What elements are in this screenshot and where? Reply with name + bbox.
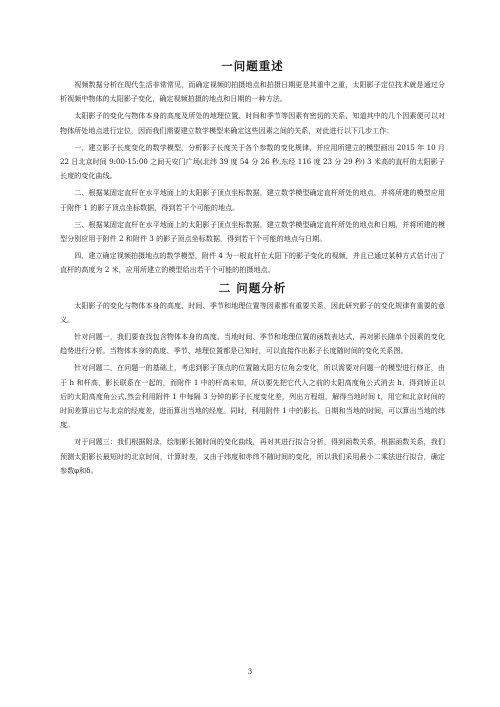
section-title-analysis: 二 问题分析 <box>218 280 287 295</box>
paragraph: 二、根据某固定直杆在水平地面上的太阳影子顶点坐标数据，建立数学模型确定直杆所处的地点，并将所建的模型应用于附件 1 的影子顶点坐标数据，得到若干个可能的地点。 <box>60 188 445 212</box>
paragraph: 三、根据某固定直杆在水平地面上的太阳影子顶点坐标数据，建立数学模型确定直杆所处的地点和日期，并将所建的模型分别应用于附件 2 和附件 3 的影子顶点坐标数据，得到若干个可能的地点与日期。 <box>60 219 445 244</box>
paragraph: 针对问题二，在问题一的基础上，考虑到影子顶点的位置随太阳方位角会变化，所以需要对问题一的模型进行修正，由于 h 和杆高，影长联系在一起的，而附件 1 中的杆高未知，所以要先把它代入之前的太阳高度角公式消去 h，得到矫正以后的太阳高度角公式,然会利用附件 1 中每隔 3 分钟的影子长度变化差，列出方程组，解得当地时间 t，用它和北京时间的时间差算出它与北京的经度差，进而算出当地的经度。同时，利用附件 1 中的影长、日期和当地的时间，可以算出当地的纬度。 <box>60 363 445 430</box>
paragraph: 太阳影子的变化与物体本身的高度及所处的地理位置、时间和季节等因素有密切的关系，知道其中的几个因素便可以对物体所处地点进行定位，因而我们需要建立数学模型来确定这些因素之间的关系，对此进行以下几步工作： <box>60 111 445 135</box>
section-title-restatement: 一问题重述 <box>221 59 284 73</box>
paragraph: 对于问题三：我们根据附录，绘制影长随时间的变化曲线，再对其进行拟合分析，得到函数关系，根据函数关系，我们预测太阳影长最短时的北京时间，计算时差，又由于纬度和赤纬不随时间的变化，所以我们采用最小二乘法进行拟合，确定参数φ和δ。 <box>60 437 445 475</box>
paragraph: 视频数据分析在现代生活非常常见，而确定视频的拍摄地点和拍摄日期更是其重中之重，太阳影子定位技术就是通过分析视频中物体的太阳影子变化，确定视频拍摄的地点和日期的一种方法。 <box>60 80 445 104</box>
paragraph: 太阳影子的变化与物体本身的高度、时间、季节和地理位置等因素都有重要关系，因此研究影子的变化规律有重要的意义。 <box>60 300 445 324</box>
document-page <box>60 58 445 478</box>
paragraph: 一、建立影子长度变化的数学模型，分析影子长度关于各个参数的变化规律，并应用所建立的模型画出 2015 年 10 月 22 日北京时间 9:00-15:00 之间天安门广场(北纬 39 度 54 分 26 秒,东经 116 度 23 分 29 秒) 3 米高的直杆的太阳影子长度的变化曲线。 <box>60 142 445 181</box>
page-number: 3 <box>247 668 253 676</box>
paragraph: 四、建立确定视频拍摄地点的数学模型，附件 4 为一根直杆在太阳下的影子变化的视频，并且已通过某种方式估计出了直杆的高度为 2 米，应用所建立的模型给出若干个可能的拍摄地点。 <box>60 251 445 275</box>
paragraph: 针对问题一，我们要查找包含物体本身的高度、当地时间、季节和地理位置的函数表达式，再对影长随单个因素的变化趋势进行分析。当物体本身的高度、季节、地理位置都是已知时，可以直接作出影子长度随时间的变化关系图。 <box>60 332 445 356</box>
